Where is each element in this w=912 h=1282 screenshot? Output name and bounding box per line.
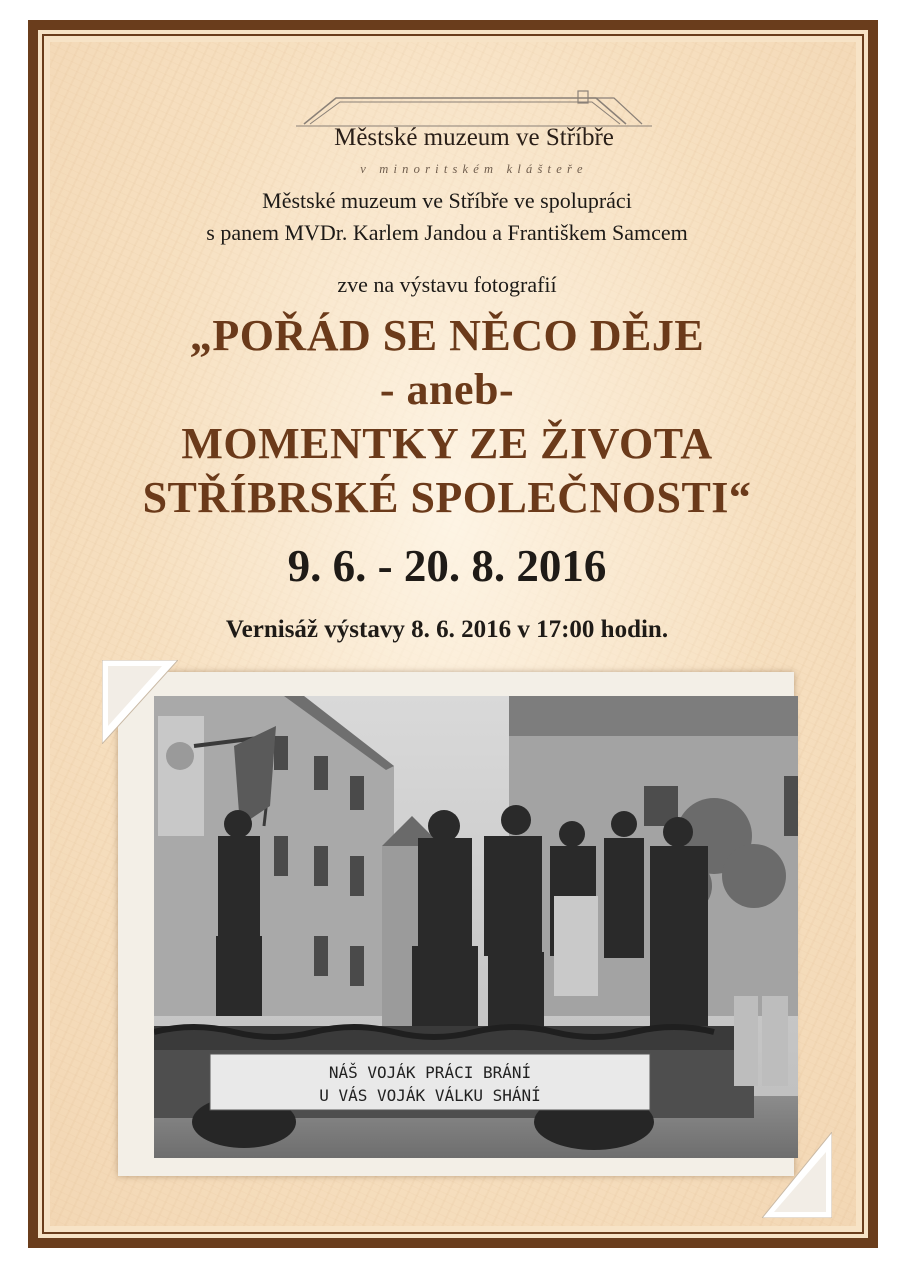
exhibition-title-line-1: „POŘÁD SE NĚCO DĚJE (189, 311, 705, 360)
photo-corner-bottom-right-icon (762, 1132, 832, 1218)
exhibition-dates: 9. 6. - 20. 8. 2016 (287, 541, 607, 591)
photo-corner-top-left-icon (102, 660, 178, 744)
logo-subtitle: v minoritském klášteře (360, 162, 588, 176)
vernisage-info: Vernisáž výstavy 8. 6. 2016 v 17:00 hodin. (225, 616, 669, 643)
banner-text-line-1: NÁŠ VOJÁK PRÁCI BRÁNÍ (328, 1063, 532, 1082)
logo-title: Městské muzeum ve Stříbře (334, 124, 614, 151)
banner-text-line-2: U VÁS VOJÁK VÁLKU SHÁNÍ (319, 1086, 541, 1105)
intro-line-1: Městské muzeum ve Stříbře ve spolupráci (262, 188, 632, 213)
exhibition-title-line-4: STŘÍBRSKÉ SPOLEČNOSTI“ (142, 473, 752, 522)
poster-inner (38, 30, 868, 1238)
museum-logo (296, 90, 652, 202)
intro-line-2: s panem MVDr. Karlem Jandou a Františkem Samcem (206, 220, 688, 245)
photo-frame (118, 672, 794, 1176)
intro-line-3: zve na výstavu fotografií (337, 272, 557, 297)
parade-photo-illustration (154, 696, 798, 1158)
historical-photo (154, 696, 798, 1158)
exhibition-title-line-2: - aneb- (379, 365, 515, 414)
exhibition-title-line-3: MOMENTKY ZE ŽIVOTA (181, 419, 713, 468)
poster-outer-frame (28, 20, 878, 1248)
poster-paper (50, 42, 856, 1226)
